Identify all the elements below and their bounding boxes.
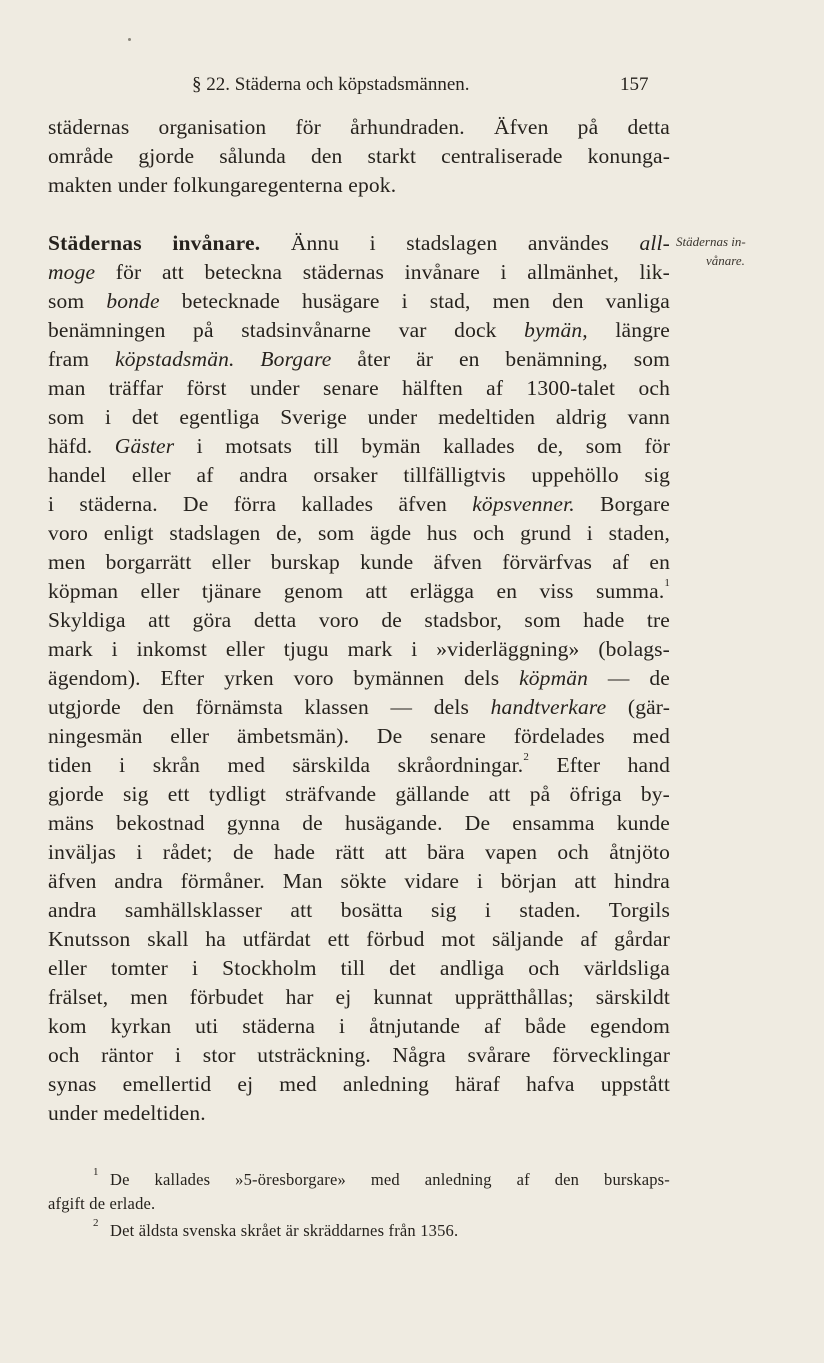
footnote-mark: 2 [93,1217,99,1229]
italic-term: Borgare [260,347,332,371]
footnote [110,1168,670,1192]
text-line: som i det egentliga Sverige under medeltiden aldrig vann [48,405,670,429]
text-line: kom kyrkan uti städerna i åtnjutande af både egendom [48,1014,670,1038]
text-line [48,287,670,316]
paragraph-lead: Städernas invånare. [48,231,261,255]
text-line [48,345,670,374]
text-span: häfd. [48,434,93,458]
margin-note: Städernas in- [676,234,746,249]
text-line: Knutsson skall ha utfärdat ett förbud mot säljande af gårdar [48,927,670,951]
text-span: (gär- [627,695,670,719]
text-line: städernas organisation för århundraden. Äfven på detta [48,115,670,139]
text-line: ningesmän eller ämbetsmän). De senare fördelades med [48,724,670,748]
text-line: mäns bekostnad gynna de husägande. De ensamma kunde [48,811,670,835]
text-span: åter är en benämning, som [357,347,670,371]
text-line [48,316,670,345]
text-line: och räntor i stor utsträckning. Några svårare förvecklingar [48,1043,670,1067]
text-line: frälset, men förbudet har ej kunnat upprätthållas; särskildt [48,985,670,1009]
text-span: köpman eller tjänare genom att erlägga en viss summa. [48,579,665,603]
footnote-text: De kallades »5-öresborgare» med anledning af den burskaps- [110,1170,670,1189]
text-line [48,664,670,693]
page-number: 157 [620,74,649,95]
text-span: fram [48,347,90,371]
text-span: tiden i skrån med särskilda skråordningar. [48,753,524,777]
italic-term: bymän, [524,318,588,342]
text-span: Efter hand [556,753,671,777]
text-line [48,229,670,258]
text-span: ägendom). Efter yrken voro bymännen dels [48,666,500,690]
footnote: afgift de erlade. [48,1194,156,1213]
running-header: § 22. Städerna och köpstadsmännen. [192,74,470,95]
text-span: som [48,289,85,313]
text-line: gjorde sig ett tydligt sträfvande gällande att på öfriga by- [48,782,670,806]
italic-term: Gäster [114,434,175,458]
text-line: men borgarrätt eller burskap kunde äfven förvärfvas af en [48,550,670,574]
text-line [48,432,670,461]
text-line: Skyldiga att göra detta voro de stadsbor, som hade tre [48,608,670,632]
text-line [48,693,670,722]
text-span: för att beteckna städernas invånare i allmänhet, lik- [115,260,670,284]
text-line: man träffar först under senare hälften af 1300-talet och [48,376,670,400]
text-span: — de [607,666,670,690]
text-line: eller tomter i Stockholm till det andliga och världsliga [48,956,670,980]
footnote-ref: 2 [523,751,529,763]
text-span: Borgare [600,492,670,516]
text-line [48,751,670,780]
text-line: mark i inkomst eller tjugu mark i »viderläggning» (bolags- [48,637,670,661]
italic-term: köpsvenner. [472,492,575,516]
margin-note: vånare. [706,253,745,268]
text-span: i städerna. De förra kallades äfven [48,492,447,516]
text-span: betecknade husägare i stad, men den vanliga [181,289,670,313]
text-span: längre [615,318,670,342]
text-line: inväljas i rådet; de hade rätt att bära vapen och åtnjöto [48,840,670,864]
text-line [48,577,670,606]
text-line: område gjorde sålunda den starkt centraliserade konunga- [48,144,670,168]
italic-term: handtverkare [490,695,607,719]
text-span: utgjorde den förnämsta klassen — dels [48,695,470,719]
text-line: äfven andra förmåner. Man sökte vidare i början att hindra [48,869,670,893]
italic-term: köpmän [519,666,589,690]
text-span: i motsats till bymän kallades de, som för [196,434,670,458]
text-line [48,490,670,519]
footnote-ref: 1 [664,577,670,589]
text-line: makten under folkungaregenterna epok. [48,173,397,197]
text-line: synas emellertid ej med anledning häraf hafva uppstått [48,1072,670,1096]
italic-term: moge [48,260,96,284]
italic-term: bonde [106,289,160,313]
text-span: benämningen på stadsinvånarne var dock [48,318,497,342]
italic-term: all- [639,231,670,255]
italic-term: köpstadsmän. [115,347,235,371]
text-line: under medeltiden. [48,1101,206,1125]
text-line: andra samhällsklasser att bosätta sig i staden. Torgils [48,898,670,922]
text-span: Ännu i stadslagen användes [290,231,610,255]
footnote: Det äldsta svenska skrået är skräddarnes från 1356. [110,1221,459,1240]
text-line: voro enligt stadslagen de, som ägde hus och grund i staden, [48,521,670,545]
text-line [48,258,670,287]
speck [128,38,131,41]
footnote-mark: 1 [93,1166,99,1178]
text-line: handel eller af andra orsaker tillfälligtvis uppehöllo sig [48,463,670,487]
